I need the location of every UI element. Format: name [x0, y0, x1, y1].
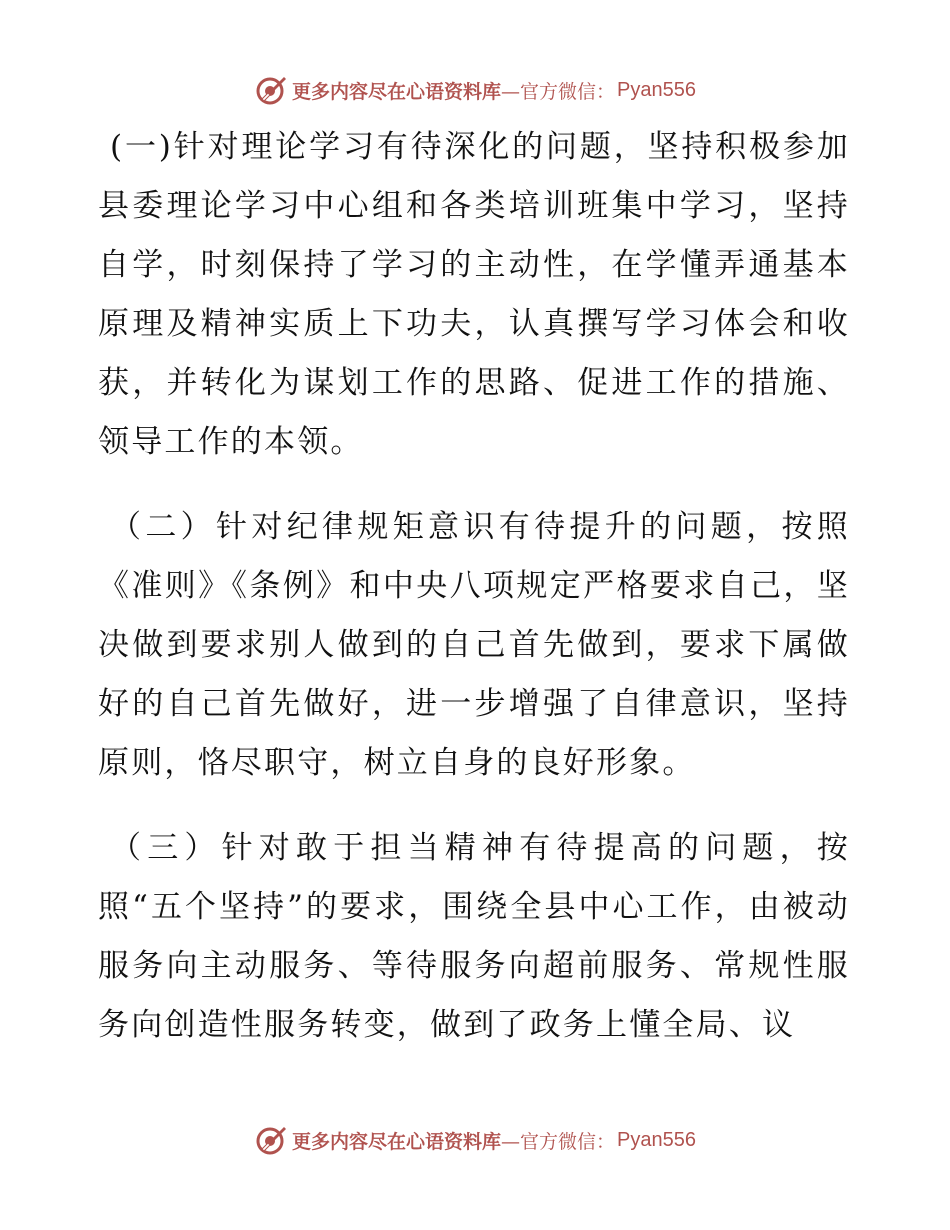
footer-wechat-id: Pyan556: [617, 1128, 696, 1151]
header-promo-text: 更多内容尽在心语资料库: [292, 80, 502, 103]
paragraph-theory-study: (一)针对理论学习有待深化的问题，坚持积极参加县委理论学习中心组和各类培训班集中学习，坚持自学，时刻保持了学习的主动性，在学懂弄通基本原理及精神实质上下功夫，认真撰写学习体会和收获，并转化为谋划工作的思路、促进工作的措施、领导工作的本领。: [98, 129, 850, 460]
footer-wechat-label: —官方微信：: [501, 1130, 616, 1153]
footer-watermark-banner: [0, 1120, 950, 1160]
paragraph-discipline: （二）针对纪律规矩意识有待提升的问题，按照《准则》《条例》和中央八项规定严格要求自己，坚决做到要求别人做到的自己首先做到，要求下属做好的自己首先做好，进一步增强了自律意识，坚持原则，恪尽职守，树立自身的良好形象。: [98, 509, 850, 781]
pen-logo-icon: [254, 73, 288, 107]
paragraph-responsibility: （三）针对敢于担当精神有待提高的问题，按照“五个坚持”的要求，围绕全县中心工作，由被动服务向主动服务、等待服务向超前服务、常规性服务向创造性服务转变，做到了政务上懂全局、议: [98, 830, 850, 1043]
header-wechat-label: —官方微信：: [501, 80, 616, 103]
footer-promo-text: 更多内容尽在心语资料库: [292, 1130, 502, 1153]
header-wechat-id: Pyan556: [617, 78, 696, 101]
header-watermark-banner: [0, 70, 950, 110]
pen-logo-icon: [254, 1123, 288, 1157]
document-body: [98, 118, 850, 1055]
